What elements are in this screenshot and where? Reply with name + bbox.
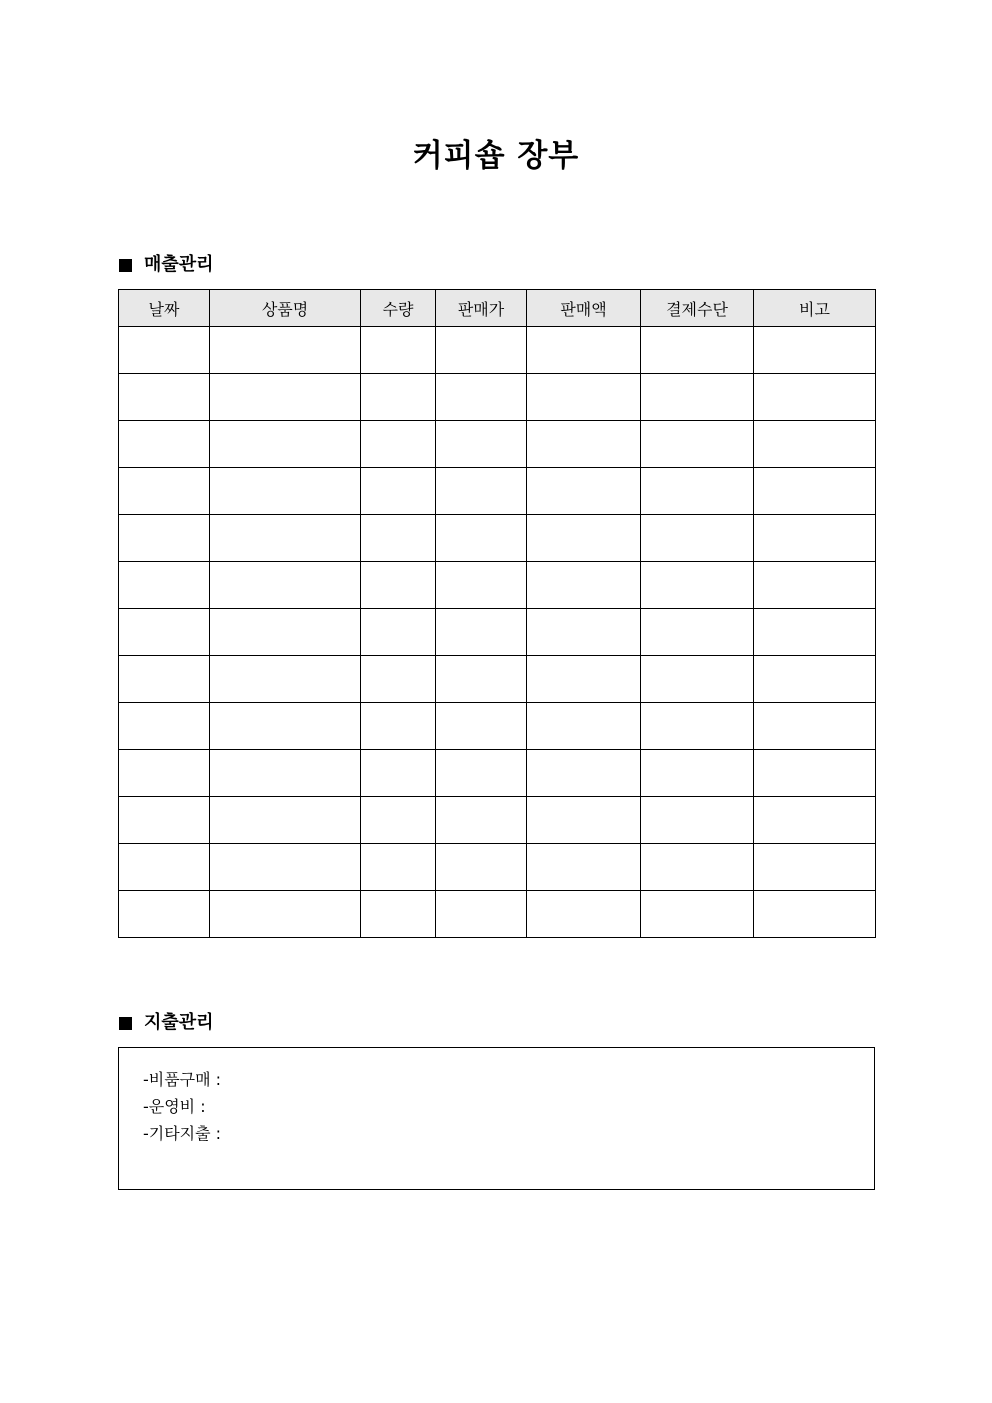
square-bullet-icon <box>119 1017 132 1030</box>
table-row <box>119 374 876 421</box>
table-cell <box>641 891 754 938</box>
table-cell <box>527 656 641 703</box>
table-row <box>119 609 876 656</box>
table-cell <box>119 515 210 562</box>
table-cell <box>119 797 210 844</box>
table-row <box>119 421 876 468</box>
table-row <box>119 656 876 703</box>
table-cell <box>754 562 876 609</box>
table-cell <box>527 374 641 421</box>
table-cell <box>119 374 210 421</box>
table-cell <box>361 609 436 656</box>
table-cell <box>436 562 527 609</box>
table-cell <box>210 374 361 421</box>
table-cell <box>641 515 754 562</box>
table-row <box>119 515 876 562</box>
table-row <box>119 891 876 938</box>
table-cell <box>119 844 210 891</box>
table-cell <box>119 327 210 374</box>
sales-table-body <box>119 327 876 938</box>
table-cell <box>436 374 527 421</box>
table-row <box>119 797 876 844</box>
table-cell <box>119 656 210 703</box>
table-cell <box>361 891 436 938</box>
table-cell <box>361 844 436 891</box>
table-cell <box>119 468 210 515</box>
table-cell <box>641 750 754 797</box>
table-cell <box>754 750 876 797</box>
table-cell <box>527 891 641 938</box>
table-cell <box>754 327 876 374</box>
table-cell <box>641 797 754 844</box>
table-cell <box>754 374 876 421</box>
table-cell <box>436 515 527 562</box>
table-cell <box>361 797 436 844</box>
table-cell <box>641 374 754 421</box>
table-cell <box>527 844 641 891</box>
table-header-row <box>119 290 876 327</box>
table-cell <box>361 421 436 468</box>
expense-item-supplies: -비품구매 : <box>143 1070 222 1089</box>
expense-section-heading <box>119 1011 214 1035</box>
table-cell <box>527 562 641 609</box>
page-title: 커피숍 장부 <box>412 138 580 174</box>
table-cell <box>436 421 527 468</box>
table-cell <box>119 609 210 656</box>
expense-box <box>118 1047 875 1190</box>
table-cell <box>361 750 436 797</box>
table-cell <box>527 703 641 750</box>
table-cell <box>754 891 876 938</box>
table-cell <box>641 327 754 374</box>
column-header-sales-amount: 판매액 <box>527 290 641 327</box>
table-cell <box>210 609 361 656</box>
table-cell <box>210 844 361 891</box>
table-cell <box>361 374 436 421</box>
table-cell <box>210 750 361 797</box>
table-cell <box>210 891 361 938</box>
table-cell <box>527 515 641 562</box>
table-row <box>119 327 876 374</box>
table-cell <box>119 421 210 468</box>
table-cell <box>210 656 361 703</box>
table-cell <box>527 421 641 468</box>
expense-item-operating: -운영비 : <box>143 1097 206 1116</box>
table-cell <box>210 515 361 562</box>
table-cell <box>436 844 527 891</box>
table-cell <box>436 327 527 374</box>
table-cell <box>210 562 361 609</box>
table-cell <box>641 703 754 750</box>
column-header-date: 날짜 <box>119 290 210 327</box>
table-cell <box>527 609 641 656</box>
sales-heading-label: 매출관리 <box>144 254 214 275</box>
table-cell <box>641 656 754 703</box>
sales-section-heading <box>119 253 214 277</box>
table-cell <box>527 327 641 374</box>
table-cell <box>754 468 876 515</box>
expense-item-other: -기타지출 : <box>143 1124 222 1143</box>
table-cell <box>361 515 436 562</box>
table-cell <box>119 562 210 609</box>
table-cell <box>641 609 754 656</box>
table-cell <box>210 421 361 468</box>
column-header-product: 상품명 <box>210 290 361 327</box>
table-cell <box>210 327 361 374</box>
table-cell <box>754 656 876 703</box>
table-cell <box>641 468 754 515</box>
table-cell <box>210 468 361 515</box>
table-cell <box>210 703 361 750</box>
expense-list <box>143 1066 221 1147</box>
table-cell <box>436 609 527 656</box>
table-row <box>119 703 876 750</box>
table-cell <box>754 844 876 891</box>
table-cell <box>436 797 527 844</box>
table-cell <box>754 421 876 468</box>
column-header-quantity: 수량 <box>361 290 436 327</box>
table-cell <box>436 750 527 797</box>
expense-heading-label: 지출관리 <box>144 1012 214 1033</box>
table-row <box>119 562 876 609</box>
table-row <box>119 750 876 797</box>
table-cell <box>361 656 436 703</box>
column-header-notes: 비고 <box>754 290 876 327</box>
table-cell <box>527 468 641 515</box>
table-cell <box>754 797 876 844</box>
table-cell <box>436 656 527 703</box>
table-cell <box>754 703 876 750</box>
table-cell <box>361 562 436 609</box>
column-header-unit-price: 판매가 <box>436 290 527 327</box>
table-cell <box>754 609 876 656</box>
table-cell <box>436 703 527 750</box>
table-cell <box>527 797 641 844</box>
sales-table <box>118 289 876 938</box>
table-cell <box>754 515 876 562</box>
table-cell <box>641 562 754 609</box>
table-cell <box>119 703 210 750</box>
table-row <box>119 844 876 891</box>
table-cell <box>210 797 361 844</box>
table-cell <box>361 703 436 750</box>
table-cell <box>361 468 436 515</box>
square-bullet-icon <box>119 259 132 272</box>
table-cell <box>641 844 754 891</box>
table-cell <box>436 891 527 938</box>
table-cell <box>361 327 436 374</box>
column-header-payment-method: 결제수단 <box>641 290 754 327</box>
table-cell <box>436 468 527 515</box>
table-row <box>119 468 876 515</box>
table-cell <box>641 421 754 468</box>
table-cell <box>527 750 641 797</box>
table-cell <box>119 891 210 938</box>
table-cell <box>119 750 210 797</box>
